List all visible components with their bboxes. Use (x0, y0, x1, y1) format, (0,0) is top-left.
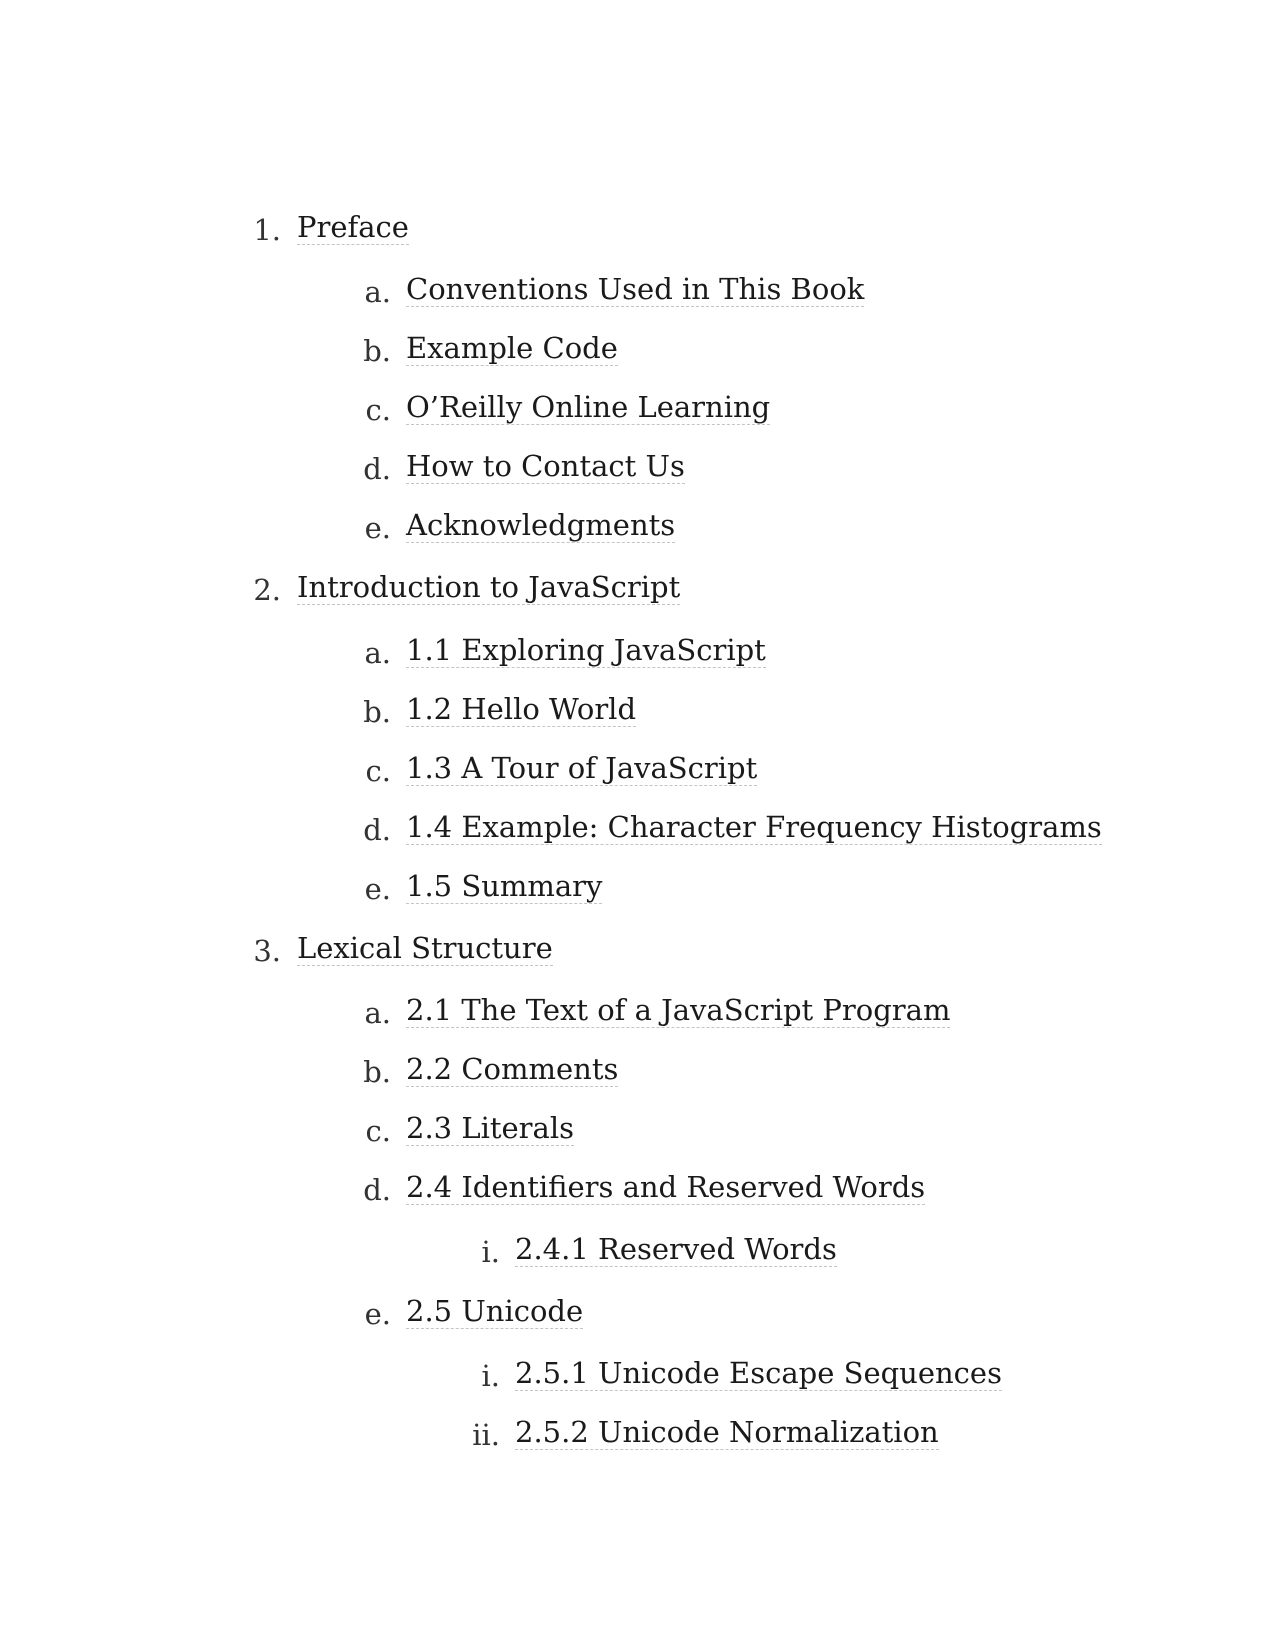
list-marker: d. (363, 452, 391, 486)
toc-link-1-3[interactable]: 1.3 A Tour of JavaScript (406, 751, 758, 785)
list-marker: a. (364, 275, 391, 309)
list-marker: e. (364, 1297, 391, 1331)
toc-link-online-learning[interactable]: O’Reilly Online Learning (406, 390, 771, 424)
list-marker: c. (365, 393, 391, 427)
list-marker: c. (365, 754, 391, 788)
list-marker: ii. (472, 1418, 500, 1452)
toc-link-1-5[interactable]: 1.5 Summary (406, 869, 603, 903)
list-marker: 3. (253, 934, 281, 968)
list-marker: d. (363, 1173, 391, 1207)
list-marker: 1. (253, 213, 281, 247)
list-marker: b. (363, 334, 391, 368)
list-marker: 2. (253, 573, 281, 607)
toc-link-2-3[interactable]: 2.3 Literals (406, 1111, 574, 1145)
toc-link-introduction[interactable]: Introduction to JavaScript (297, 570, 681, 604)
toc-link-2-1[interactable]: 2.1 The Text of a JavaScript Program (406, 993, 951, 1027)
toc-link-2-4[interactable]: 2.4 Identifiers and Reserved Words (406, 1170, 926, 1204)
toc-link-1-2[interactable]: 1.2 Hello World (406, 692, 637, 726)
list-marker: a. (364, 636, 391, 670)
toc-link-2-5-1[interactable]: 2.5.1 Unicode Escape Sequences (515, 1356, 1002, 1390)
list-marker: e. (364, 872, 391, 906)
list-marker: e. (364, 511, 391, 545)
toc-link-acknowledgments[interactable]: Acknowledgments (406, 508, 676, 542)
toc-link-preface[interactable]: Preface (297, 210, 409, 244)
list-marker: a. (364, 996, 391, 1030)
list-marker: c. (365, 1114, 391, 1148)
list-marker: b. (363, 695, 391, 729)
list-marker: b. (363, 1055, 391, 1089)
toc-link-1-4[interactable]: 1.4 Example: Character Frequency Histograms (406, 810, 1102, 844)
toc-link-2-2[interactable]: 2.2 Comments (406, 1052, 619, 1086)
toc-link-2-4-1[interactable]: 2.4.1 Reserved Words (515, 1232, 837, 1266)
toc-link-lexical-structure[interactable]: Lexical Structure (297, 931, 553, 965)
list-marker: i. (481, 1359, 500, 1393)
toc-link-2-5-2[interactable]: 2.5.2 Unicode Normalization (515, 1415, 939, 1449)
list-marker: i. (481, 1235, 500, 1269)
toc-link-example-code[interactable]: Example Code (406, 331, 618, 365)
list-marker: d. (363, 813, 391, 847)
toc-link-2-5[interactable]: 2.5 Unicode (406, 1294, 584, 1328)
toc-link-1-1[interactable]: 1.1 Exploring JavaScript (406, 633, 766, 667)
toc-link-contact-us[interactable]: How to Contact Us (406, 449, 685, 483)
toc-link-conventions[interactable]: Conventions Used in This Book (406, 272, 865, 306)
